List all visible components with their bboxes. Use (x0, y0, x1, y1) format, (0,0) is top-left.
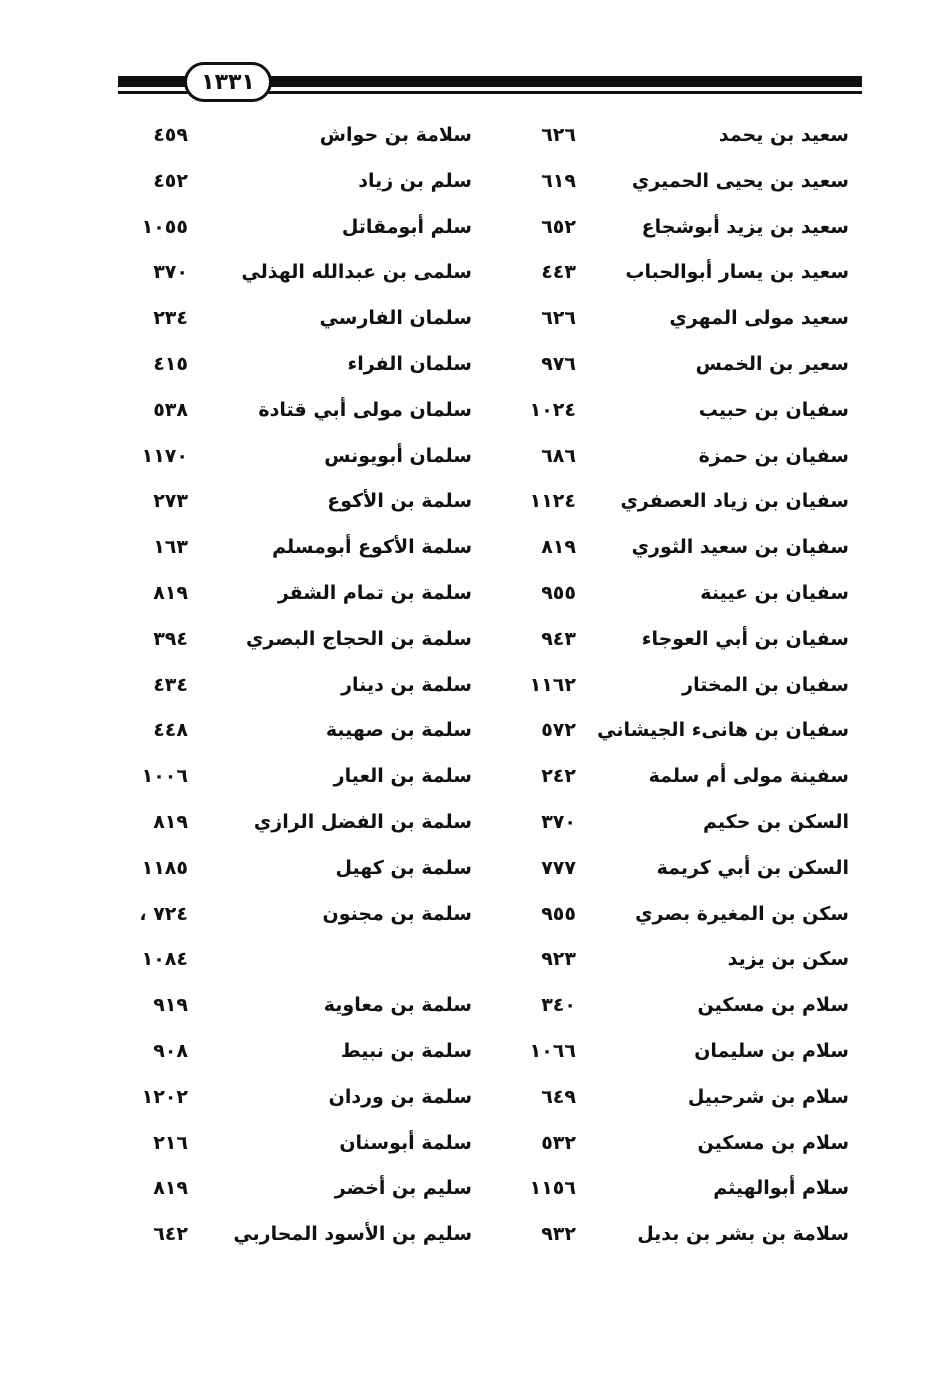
index-row (120, 1126, 860, 1172)
entry-page-left: ٨١٩ (153, 1177, 188, 1200)
entry-page-left: ١١٧٠ (141, 444, 188, 467)
entry-name-left: سلمان مولى أبي قتادة (258, 398, 472, 421)
entry-name-left: سليم بن أخضر (334, 1177, 472, 1200)
entry-name-left: سلمان الفارسي (319, 307, 472, 330)
entry-name-right: سلام أبوالهيثم (713, 1177, 849, 1200)
entry-name-left: سلمة بن نبيط (340, 1039, 472, 1062)
entry-page-left: ٤٣٤ (153, 673, 188, 696)
entry-page-right: ٣٤٠ (541, 994, 576, 1017)
entry-name-left: سلمة الأكوع أبومسلم (272, 536, 472, 559)
entry-page-left: ٧٢٤ ، (139, 902, 188, 925)
entry-name-right: سلام بن سليمان (694, 1039, 849, 1062)
index-row (120, 439, 860, 485)
entry-name-right: سعيد مولى المهري (669, 307, 849, 330)
entry-page-right: ٦٤٩ (541, 1085, 576, 1108)
entry-page-left: ٤٤٨ (153, 719, 188, 742)
index-row (120, 530, 860, 576)
index-row (120, 484, 860, 530)
entry-page-right: ٦٥٢ (541, 215, 576, 238)
entry-name-right: سعيد بن يزيد أبوشجاع (641, 215, 849, 238)
entry-name-left: سلامة بن حواش (319, 124, 472, 146)
entry-page-left: ٥٣٨ (153, 398, 188, 421)
index-row (120, 347, 860, 393)
index-row (120, 210, 860, 256)
entry-page-right: ٦٢٦ (541, 124, 576, 146)
entry-name-right: سفيان بن أبي العوجاء (641, 627, 849, 650)
entry-page-right: ٥٧٢ (541, 719, 576, 742)
index-row (120, 805, 860, 851)
entry-page-left: ٢٣٤ (153, 307, 188, 330)
entry-page-left: ٨١٩ (153, 581, 188, 604)
entry-name-right: سكن بن يزيد (727, 948, 849, 971)
entry-name-right: السكن بن أبي كريمة (656, 856, 849, 879)
entry-name-left: سلمان الفراء (347, 352, 472, 375)
index-row (120, 301, 860, 347)
entry-name-right: سلام بن مسكين (697, 1131, 849, 1154)
entry-name-right: السكن بن حكيم (703, 810, 849, 833)
entry-name-left: سلمة بن كهيل (335, 856, 472, 879)
entry-page-left: ١١٨٥ (141, 856, 188, 879)
index-row (120, 576, 860, 622)
index-row (120, 118, 860, 164)
entry-name-right: سفيان بن زياد العصفري (620, 490, 849, 513)
entry-name-left: سلمى بن عبدالله الهذلي (241, 261, 472, 284)
entry-name-left: سلمة بن صهيبة (325, 719, 472, 742)
page-number (184, 62, 272, 102)
entry-page-right: ٩٢٣ (541, 948, 576, 971)
entry-name-left: سلمة بن معاوية (323, 994, 472, 1017)
entry-page-right: ٦٨٦ (541, 444, 576, 467)
index-row (120, 393, 860, 439)
entry-name-right: سفيان بن المختار (682, 673, 849, 696)
entry-page-right: ٦٢٦ (541, 307, 576, 330)
index-row (120, 897, 860, 943)
index-row (120, 1217, 860, 1263)
index-table (120, 118, 860, 1263)
index-row (120, 622, 860, 668)
entry-page-left: ٤١٥ (153, 352, 188, 375)
entry-page-left: ٩٠٨ (153, 1039, 188, 1062)
entry-page-left: ١٠٠٦ (141, 765, 188, 788)
entry-name-right: سعيد بن يسار أبوالحباب (625, 261, 849, 284)
index-row (120, 988, 860, 1034)
entry-page-right: ١٠٦٦ (529, 1039, 576, 1062)
entry-page-right: ١١٥٦ (529, 1177, 576, 1200)
entry-name-left: سلمة بن وردان (328, 1085, 472, 1108)
entry-name-right: سفيان بن سعيد الثوري (631, 536, 849, 559)
entry-page-left: ٢١٦ (153, 1131, 188, 1154)
index-row (120, 164, 860, 210)
index-row (120, 759, 860, 805)
entry-name-left: سلمة بن العيار (333, 765, 472, 788)
entry-page-right: ٤٤٣ (541, 261, 576, 284)
entry-page-left: ٤٥٩ (153, 124, 188, 146)
entry-name-right: سفيان بن عيينة (700, 581, 849, 604)
page-number-text: ١٣٣١ (201, 69, 255, 95)
entry-page-right: ٢٤٢ (541, 765, 576, 788)
entry-page-left: ٤٥٢ (153, 169, 188, 192)
entry-name-left: سلمة بن دينار (341, 673, 472, 696)
entry-page-right: ٩٥٥ (541, 581, 576, 604)
entry-name-right: سفيان بن حمزة (698, 444, 849, 467)
entry-name-right: سلام بن مسكين (697, 994, 849, 1017)
entry-page-right: ٣٧٠ (541, 810, 576, 833)
index-row (120, 1080, 860, 1126)
index-row (120, 713, 860, 759)
entry-page-left: ١٢٠٢ (141, 1085, 188, 1108)
entry-page-left: ٣٩٤ (153, 627, 188, 650)
entry-page-right: ٩٥٥ (541, 902, 576, 925)
entry-page-left: ٣٧٠ (153, 261, 188, 284)
entry-name-left: سلم بن زياد (358, 169, 472, 192)
entry-name-right: سكن بن المغيرة بصري (635, 902, 849, 925)
entry-page-left: ٨١٩ (153, 810, 188, 833)
entry-page-left: ١٠٥٥ (141, 215, 188, 238)
entry-page-right: ٩٧٦ (541, 352, 576, 375)
entry-name-left: سلمة أبوسنان (339, 1131, 472, 1154)
entry-name-right: سفينة مولى أم سلمة (648, 765, 849, 788)
entry-page-right: ٩٣٢ (541, 1223, 576, 1246)
entry-page-right: ٩٤٣ (541, 627, 576, 650)
index-row (120, 668, 860, 714)
entry-name-left: سليم بن الأسود المحاربي (233, 1223, 472, 1246)
index-row (120, 851, 860, 897)
entry-page-left: ١٠٨٤ (141, 948, 188, 971)
entry-name-left: سلمة بن الأكوع (327, 490, 472, 513)
entry-name-left: سلمة بن الفضل الرازي (253, 810, 472, 833)
entry-page-right: ٨١٩ (541, 536, 576, 559)
index-row (120, 255, 860, 301)
entry-name-right: سعير بن الخمس (695, 352, 849, 375)
entry-name-left: سلم أبومقاتل (341, 215, 472, 238)
entry-page-right: ٦١٩ (541, 169, 576, 192)
index-row (120, 942, 860, 988)
entry-name-left: سلمان أبويونس (324, 444, 472, 467)
entry-page-right: ١١٢٤ (529, 490, 576, 513)
entry-page-left: ١٦٣ (153, 536, 188, 559)
entry-page-right: ٥٣٢ (541, 1131, 576, 1154)
entry-name-left: سلمة بن الحجاج البصري (246, 627, 472, 650)
entry-name-left: سلمة بن مجنون (322, 902, 472, 925)
entry-name-right: سفيان بن حبيب (698, 398, 849, 421)
entry-name-right: سعيد بن يحمد (718, 124, 849, 146)
entry-name-right: سفيان بن هانىء الجيشاني (597, 719, 849, 742)
entry-page-right: ١٠٢٤ (529, 398, 576, 421)
entry-page-left: ٩١٩ (153, 994, 188, 1017)
entry-name-right: سلام بن شرحبيل (687, 1085, 849, 1108)
entry-name-right: سلامة بن بشر بن بديل (637, 1223, 849, 1246)
index-row (120, 1171, 860, 1217)
entry-page-right: ١١٦٢ (529, 673, 576, 696)
entry-page-right: ٧٧٧ (541, 856, 576, 879)
entry-name-right: سعيد بن يحيى الحميري (631, 169, 849, 192)
entry-page-left: ٢٧٣ (153, 490, 188, 513)
index-row (120, 1034, 860, 1080)
entry-name-left: سلمة بن تمام الشقر (277, 581, 472, 604)
entry-page-left: ٦٤٢ (153, 1223, 188, 1246)
